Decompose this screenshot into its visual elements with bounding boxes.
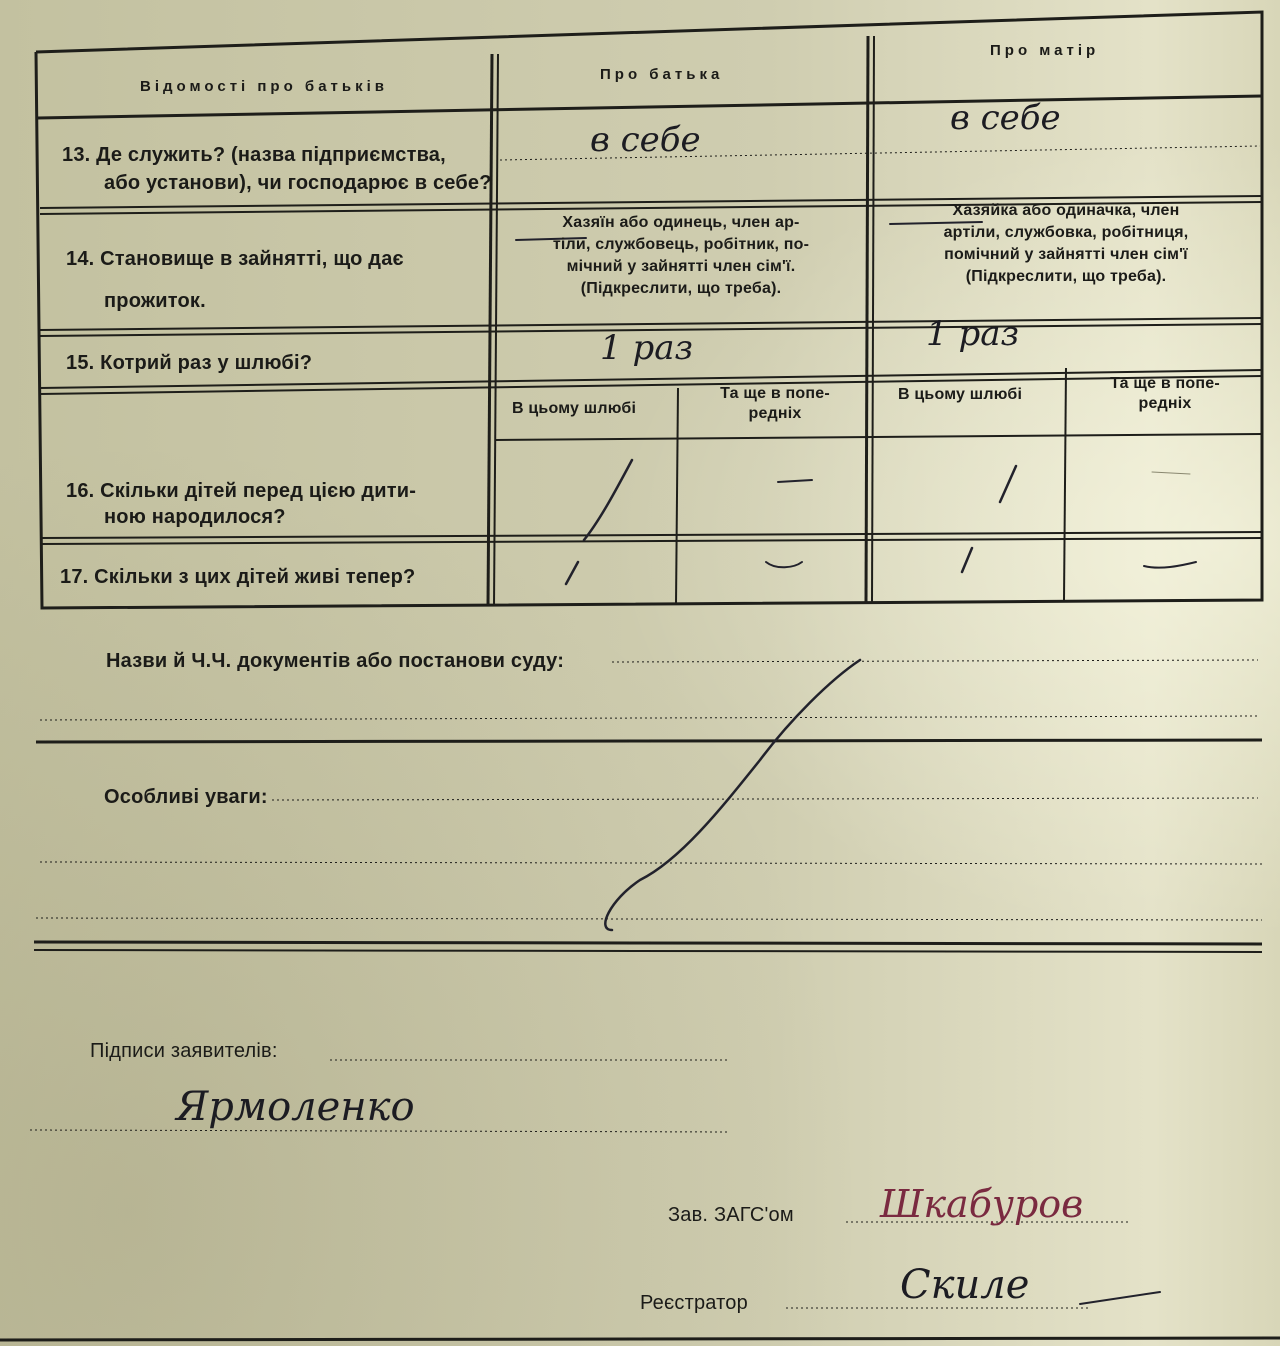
zags-head-signature: Шкабуров — [880, 1182, 1084, 1226]
mother-options-line2: артіли, службовка, робітниця, — [943, 224, 1189, 241]
header-father: Про батька — [600, 66, 724, 83]
row16-label-line1: 16. Скільки дітей перед цією дити- — [66, 480, 417, 502]
row14-label-line2: прожиток. — [104, 290, 206, 312]
row15-label: 15. Котрий раз у шлюбі? — [66, 352, 313, 374]
row14-label-line1: 14. Становище в зайнятті, що дає — [66, 248, 404, 270]
mother-options-line4: (Підкреслити, що треба). — [965, 268, 1167, 285]
row13-label-line2: або установи), чи господарює в себе? — [104, 172, 492, 194]
father-options-line2: тіли, службовець, робітник, по- — [552, 236, 810, 253]
header-mother: Про матір — [990, 42, 1100, 59]
row13-mother-answer: в себе — [950, 98, 1061, 138]
registrar-signature: Скиле — [900, 1262, 1030, 1308]
row15-father-answer: 1 раз — [600, 328, 694, 368]
applicants-label: Підписи заявителів: — [90, 1040, 278, 1062]
mother-sub-previous — [1072, 374, 1258, 414]
documents-label: Назви й Ч.Ч. документів або постанови суду: — [106, 650, 565, 672]
row13-father-answer: в себе — [590, 120, 701, 160]
father-sub-previous-line1: Та ще в попе- — [720, 385, 830, 402]
father-options-line3: мічний у зайнятті член сім'ї. — [566, 258, 796, 275]
row14-father-options — [504, 212, 858, 300]
applicant-signature: Ярмоленко — [176, 1084, 415, 1130]
row16-label-line2: ною народилося? — [104, 506, 286, 528]
mother-sub-this-marriage: В цьому шлюбі — [898, 386, 1023, 403]
row14-mother-options — [878, 200, 1254, 288]
row15-mother-answer: 1 раз — [926, 314, 1020, 354]
header-parents-info: Відомості про батьків — [140, 78, 388, 95]
father-sub-this-marriage: В цьому шлюбі — [512, 400, 637, 417]
registrar-label: Реєстратор — [640, 1292, 748, 1314]
zags-head-label: Зав. ЗАГС'ом — [668, 1204, 794, 1226]
remarks-label: Особливі уваги: — [104, 786, 268, 808]
father-sub-previous-line2: редніх — [748, 405, 802, 422]
mother-sub-previous-line1: Та ще в попе- — [1110, 375, 1220, 392]
mother-options-line3: помічний у зайнятті член сім'ї — [944, 246, 1188, 263]
mother-sub-previous-line2: редніх — [1138, 395, 1192, 412]
father-sub-previous — [686, 384, 864, 424]
father-options-line1: Хазяїн або одинець, член ар- — [562, 214, 800, 231]
row17-label: 17. Скільки з цих дітей живі тепер? — [60, 566, 416, 588]
diagonal-cancel-stroke — [605, 660, 860, 930]
mother-options-line1: Хазяйка або одиначка, член — [952, 202, 1180, 219]
father-options-line4: (Підкреслити, що треба). — [580, 280, 782, 297]
row13-label-line1: 13. Де служить? (назва підприємства, — [62, 144, 446, 166]
